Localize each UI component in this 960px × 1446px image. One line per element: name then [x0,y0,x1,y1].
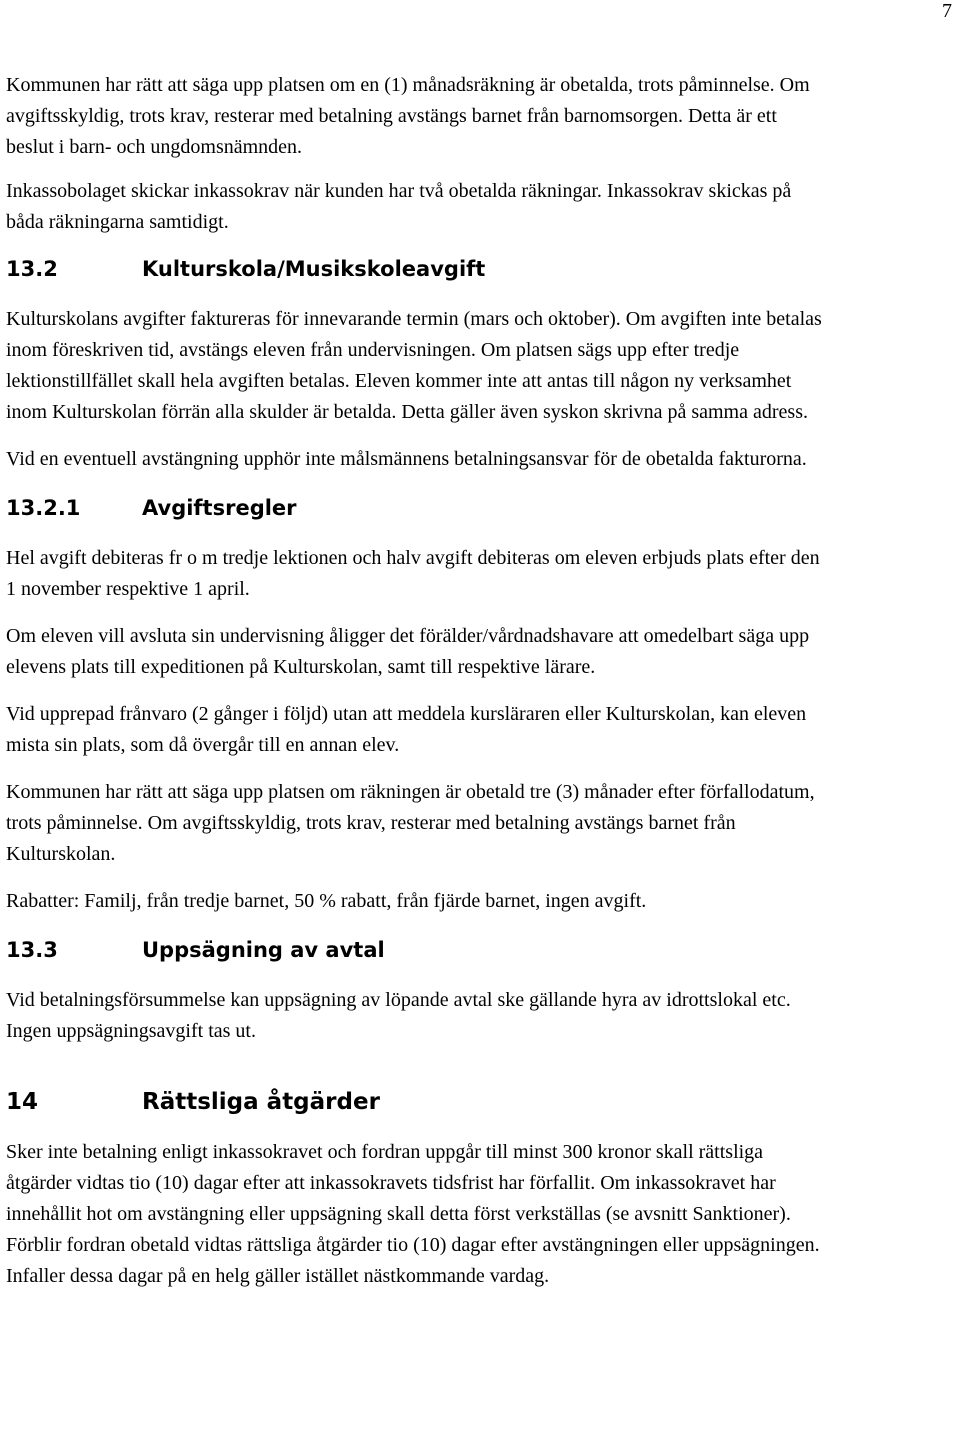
text-line: Vid upprepad frånvaro (2 gånger i följd) utan att meddela kursläraren eller Kulturskolan, kan eleven [6,703,807,725]
text-line: mista sin plats, som då övergår till en annan elev. [6,734,400,756]
section-number: 13.3 [6,938,58,962]
text-line: lektionstillfället skall hela avgiften betalas. Eleven kommer inte att antas till någon ny verksamhet [6,370,792,392]
text-line: båda räkningarna samtidigt. [6,211,229,233]
text-line: inom föreskriven tid, avstängs eleven från undervisningen. Om platsen sägs upp efter tredje [6,339,740,361]
text-line: innehållit hot om avstängning eller uppsägning skall detta först verkställas (se avsnitt Sanktioner). [6,1203,791,1225]
text-line: Kulturskolans avgifter faktureras för innevarande termin (mars och oktober). Om avgiften inte betalas [6,308,822,330]
section-number: 13.2.1 [6,496,81,520]
paragraph [6,621,956,683]
text-line: åtgärder vidtas tio (10) dagar efter att inkassokravets tidsfrist har förfallit. Om inkassokravet har [6,1172,776,1194]
section-heading-13-2-1 [6,493,956,523]
section-number: 13.2 [6,257,58,281]
document-body [6,70,956,1292]
text-line: Kulturskolan. [6,843,116,865]
text-line: Vid en eventuell avstängning upphör inte målsmännens betalningsansvar för de obetalda fakturorna. [6,448,807,470]
section-title: Uppsägning av avtal [142,938,385,962]
text-line: trots påminnelse. Om avgiftsskyldig, trots krav, resterar med betalning avstängs barnet från [6,812,736,834]
text-line: Infaller dessa dagar på en helg gäller istället nästkommande vardag. [6,1265,550,1287]
text-line: Hel avgift debiteras fr o m tredje lektionen och halv avgift debiteras om eleven erbjuds plats efter den [6,547,820,569]
text-line: inom Kulturskolan förrän alla skulder är betalda. Detta gäller även syskon skrivna på samma adress. [6,401,808,423]
paragraph [6,985,956,1047]
section-heading-13-2 [6,254,956,284]
paragraph [6,176,956,238]
text-line: Kommunen har rätt att säga upp platsen om räkningen är obetald tre (3) månader efter förfallodatum, [6,781,815,803]
paragraph [6,886,956,917]
text-line: beslut i barn- och ungdomsnämnden. [6,136,303,158]
section-heading-13-3 [6,935,956,965]
page-number: 7 [942,0,952,22]
section-title: Avgiftsregler [142,496,297,520]
paragraph [6,1137,956,1292]
paragraph [6,699,956,761]
paragraph [6,304,956,428]
text-line: elevens plats till expeditionen på Kulturskolan, samt till respektive lärare. [6,656,596,678]
paragraph [6,444,956,475]
text-line: Ingen uppsägningsavgift tas ut. [6,1020,256,1042]
section-number: 14 [6,1089,39,1115]
text-line: Rabatter: Familj, från tredje barnet, 50 % rabatt, från fjärde barnet, ingen avgift. [6,890,647,912]
text-line: Inkassobolaget skickar inkassokrav när kunden har två obetalda räkningar. Inkassokrav skickas på [6,180,792,202]
text-line: Förblir fordran obetald vidtas rättsliga åtgärder tio (10) dagar efter avstängningen eller uppsägningen. [6,1234,820,1256]
text-line: 1 november respektive 1 april. [6,578,250,600]
text-line: Sker inte betalning enligt inkassokravet och fordran uppgår till minst 300 kronor skall rättsliga [6,1141,764,1163]
section-heading-14 [6,1085,956,1119]
text-line: Kommunen har rätt att säga upp platsen om en (1) månadsräkning är obetalda, trots påminnelse. Om [6,74,810,96]
text-line: Vid betalningsförsummelse kan uppsägning av löpande avtal ske gällande hyra av idrottslokal etc. [6,989,791,1011]
text-line: Om eleven vill avsluta sin undervisning åligger det förälder/vårdnadshavare att omedelbart säga upp [6,625,810,647]
paragraph [6,777,956,870]
paragraph [6,70,956,163]
text-line: avgiftsskyldig, trots krav, resterar med betalning avstängs barnet från barnomsorgen. Detta är ett [6,105,777,127]
section-title: Rättsliga åtgärder [142,1089,380,1115]
paragraph [6,543,956,605]
section-title: Kulturskola/Musikskoleavgift [142,257,486,281]
